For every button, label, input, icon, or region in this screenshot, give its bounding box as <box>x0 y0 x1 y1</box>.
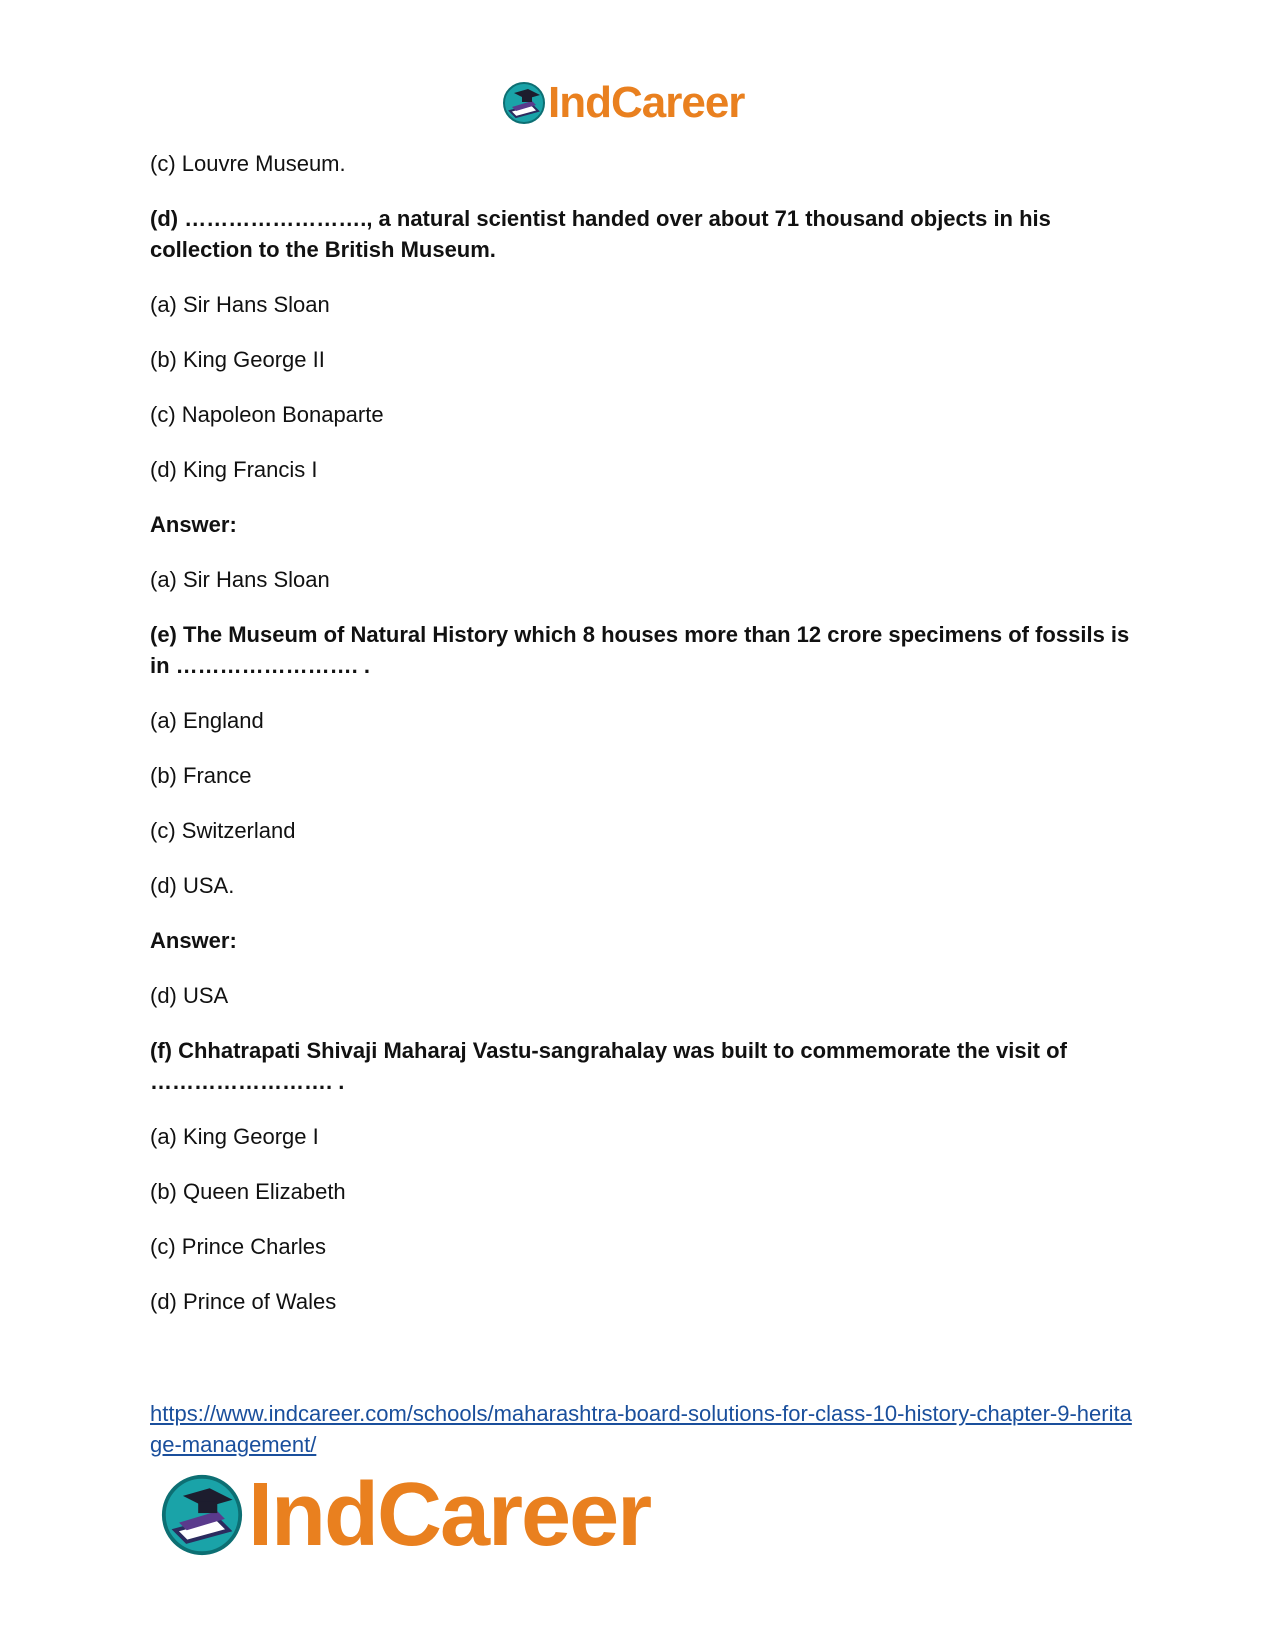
header-logo-text: IndCareer <box>548 78 745 127</box>
answer-label: Answer: <box>150 928 237 953</box>
footer-logo-text: IndCareer <box>248 1464 651 1565</box>
question-text: (e) The Museum of Natural History which 8 houses more than 12 crore specimens of fossils is in ……………………. . <box>150 622 1130 678</box>
option-text: (c) Switzerland <box>150 818 296 843</box>
header-logo <box>502 78 744 128</box>
option-text: (a) King George I <box>150 1124 319 1149</box>
option-text: (a) England <box>150 708 264 733</box>
option-text: (d) USA. <box>150 873 235 898</box>
option-text: (d) Prince of Wales <box>150 1289 337 1314</box>
globe-book-icon <box>160 1473 244 1557</box>
option-text: (b) France <box>150 763 252 788</box>
option-text: (b) King George II <box>150 347 325 372</box>
question-text: (d) ……………………., a natural scientist handed over about 71 thousand objects in his collection to the British Museum. <box>150 206 1051 262</box>
option-text: (a) Sir Hans Sloan <box>150 292 330 317</box>
option-text: (c) Prince Charles <box>150 1234 327 1259</box>
option-text: (d) King Francis I <box>150 457 318 482</box>
globe-book-icon <box>502 81 546 125</box>
answer-label: Answer: <box>150 512 237 537</box>
footer-logo <box>160 1464 651 1565</box>
option-text: (d) USA <box>150 983 229 1008</box>
option-text: (a) Sir Hans Sloan <box>150 567 330 592</box>
option-text: (c) Louvre Museum. <box>150 151 346 176</box>
option-text: (c) Napoleon Bonaparte <box>150 402 384 427</box>
source-link[interactable]: https://www.indcareer.com/schools/maharashtra-board-solutions-for-class-10-history-chapter-9-heritage-management/ <box>150 1401 1132 1457</box>
document-body <box>150 148 1130 1341</box>
question-text: (f) Chhatrapati Shivaji Maharaj Vastu-sangrahalay was built to commemorate the visit of ……………………. . <box>150 1038 1067 1094</box>
option-text: (b) Queen Elizabeth <box>150 1179 346 1204</box>
